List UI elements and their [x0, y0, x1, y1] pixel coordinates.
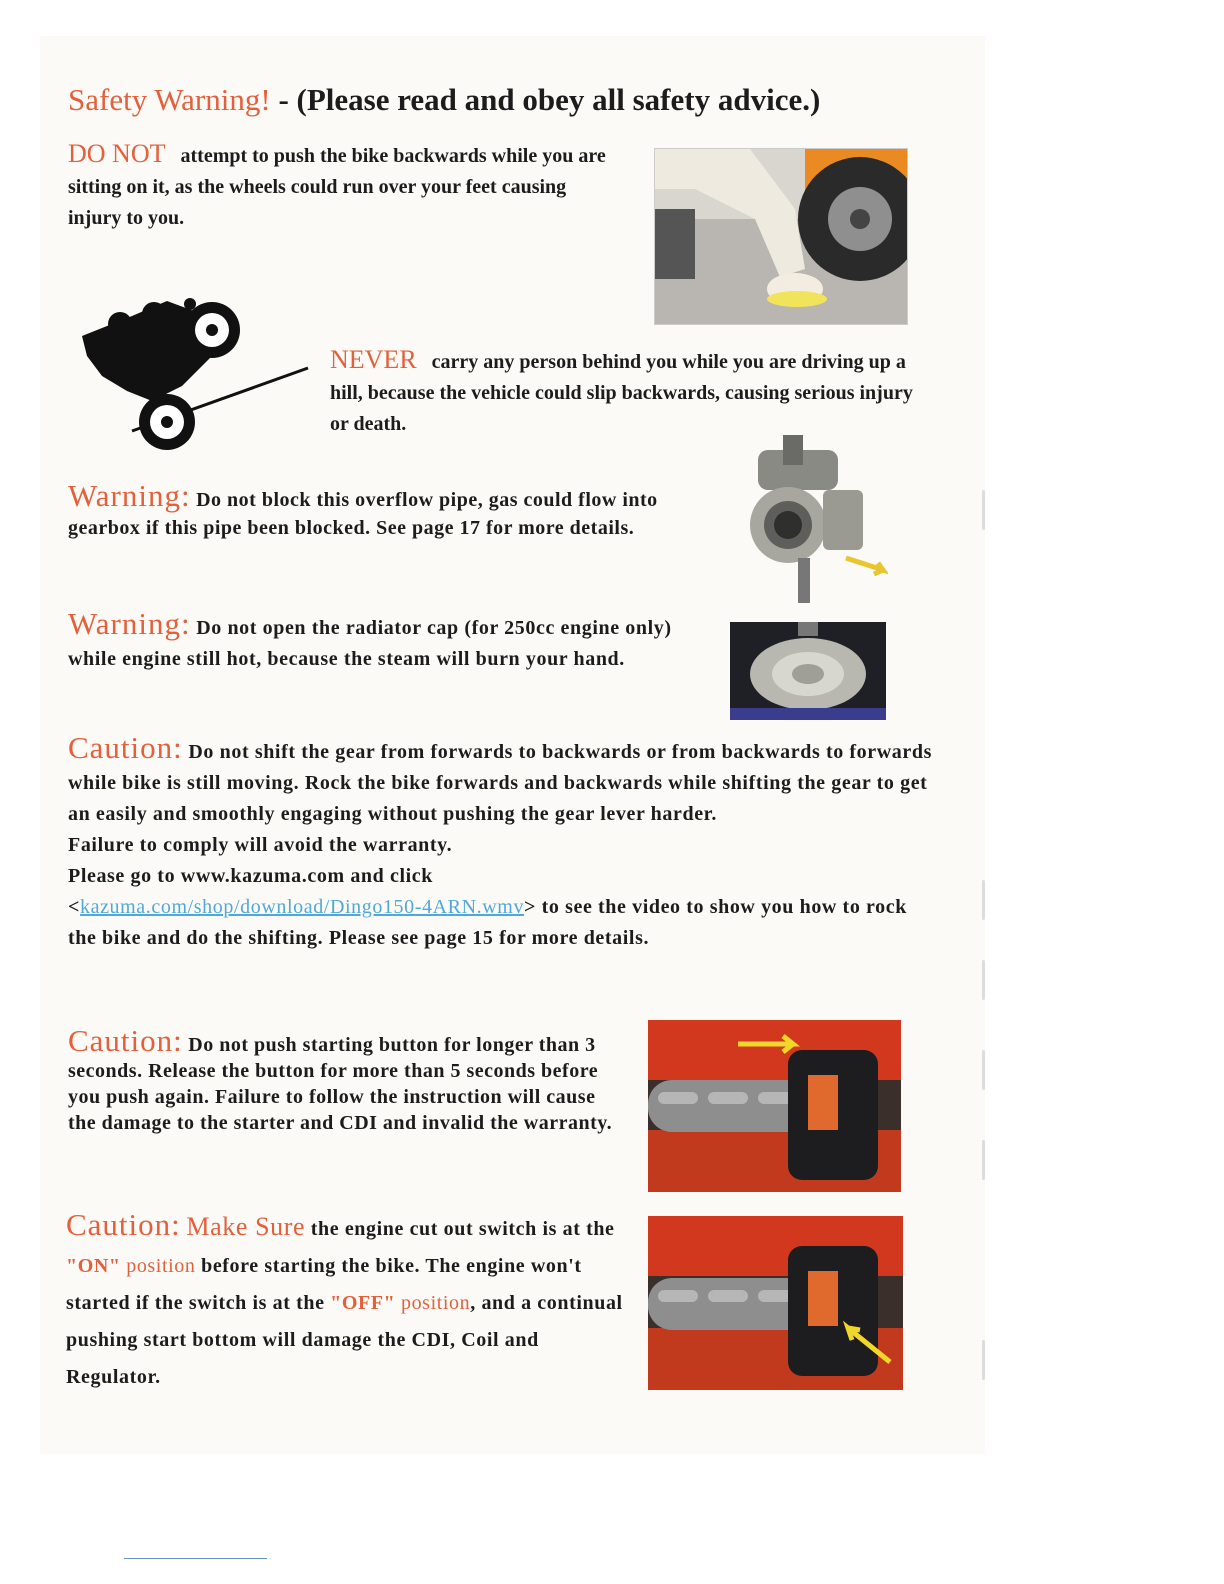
section-warning-radiator — [68, 608, 723, 675]
switch-text-3: , and a continual pushing start bottom will damage the CDI, Coil and Regulator. — [66, 1292, 623, 1388]
caution-keyword-2: Caution: — [68, 1023, 183, 1058]
page-edge-mark — [982, 1050, 985, 1090]
start-text: Do not push starting button for longer than 3 seconds. Release the button for more than 5 seconds before you push again. Failure to follow the instruction will cause the damage to the starter and CDI and invalid the warranty. — [68, 1034, 613, 1134]
section-caution-start — [68, 1023, 628, 1136]
page-edge-mark — [982, 960, 985, 1000]
link-open-bracket: < — [68, 896, 80, 918]
page-edge-mark — [982, 490, 985, 530]
switch-text-2: before starting the bike. The engine won't started if the switch is at the — [66, 1255, 582, 1314]
warning-keyword-2: Warning: — [68, 606, 191, 641]
page-title — [68, 80, 968, 120]
atv-hill-icon — [72, 296, 312, 456]
section-caution-gear — [68, 732, 938, 954]
footnote-rule — [124, 1558, 267, 1559]
section-do-not — [68, 138, 613, 234]
radiator-cap-photo — [730, 622, 886, 720]
warning-keyword-1: Warning: — [68, 478, 191, 513]
kill-switch-photo — [648, 1216, 903, 1390]
do-not-text: attempt to push the bike backwards while you are sitting on it, as the wheels could run over your feet causing injury to you. — [68, 145, 606, 229]
page-edge-mark — [982, 1340, 985, 1380]
caution-keyword-1: Caution: — [68, 730, 183, 765]
section-warning-overflow — [68, 478, 708, 542]
start-button-photo — [648, 1020, 901, 1192]
do-not-keyword: DO NOT — [68, 139, 166, 168]
caution-keyword-3: Caution: — [66, 1207, 181, 1242]
gear-text: Do not shift the gear from forwards to backwards or from backwards to forwards while bike is still moving. Rock the bike forwards and backwards while shifting the gear to get an easily and smoothly engaging without pushing the gear lever harder. — [68, 741, 932, 825]
warranty-line: Failure to comply will avoid the warranty. — [68, 834, 453, 856]
page-edge-mark — [982, 1140, 985, 1180]
after-link-text: > to see the video to show you how to rock the bike and do the shifting. Please see page 15 for more details. — [68, 896, 907, 949]
title-red: Safety Warning! — [68, 82, 271, 117]
switch-text-1: the engine cut out switch is at the — [310, 1218, 615, 1240]
section-caution-switch — [66, 1206, 626, 1396]
on-label: "ON" — [66, 1255, 121, 1277]
section-never — [330, 344, 930, 440]
never-keyword: NEVER — [330, 345, 417, 374]
pushing-bike-photo — [654, 148, 908, 325]
overflow-text: Do not block this overflow pipe, gas could flow into gearbox if this pipe been blocked. See page 17 for more details. — [68, 489, 658, 539]
page-edge-mark — [982, 880, 985, 920]
video-link[interactable]: kazuma.com/shop/download/Dingo150-4ARN.wmv — [80, 896, 525, 918]
position-label-2: position — [400, 1292, 471, 1314]
visit-line: Please go to www.kazuma.com and click — [68, 865, 433, 887]
never-text: carry any person behind you while you are driving up a hill, because the vehicle could slip backwards, causing serious injury or death. — [330, 351, 913, 435]
carburetor-photo — [728, 430, 888, 605]
position-label-1: position — [126, 1255, 196, 1277]
off-label: "OFF" — [330, 1292, 396, 1314]
make-sure-keyword: Make Sure — [186, 1212, 306, 1241]
radiator-text: Do not open the radiator cap (for 250cc engine only) while engine still hot, because the steam will burn your hand. — [68, 617, 672, 670]
title-black: - (Please read and obey all safety advice.) — [270, 82, 821, 117]
